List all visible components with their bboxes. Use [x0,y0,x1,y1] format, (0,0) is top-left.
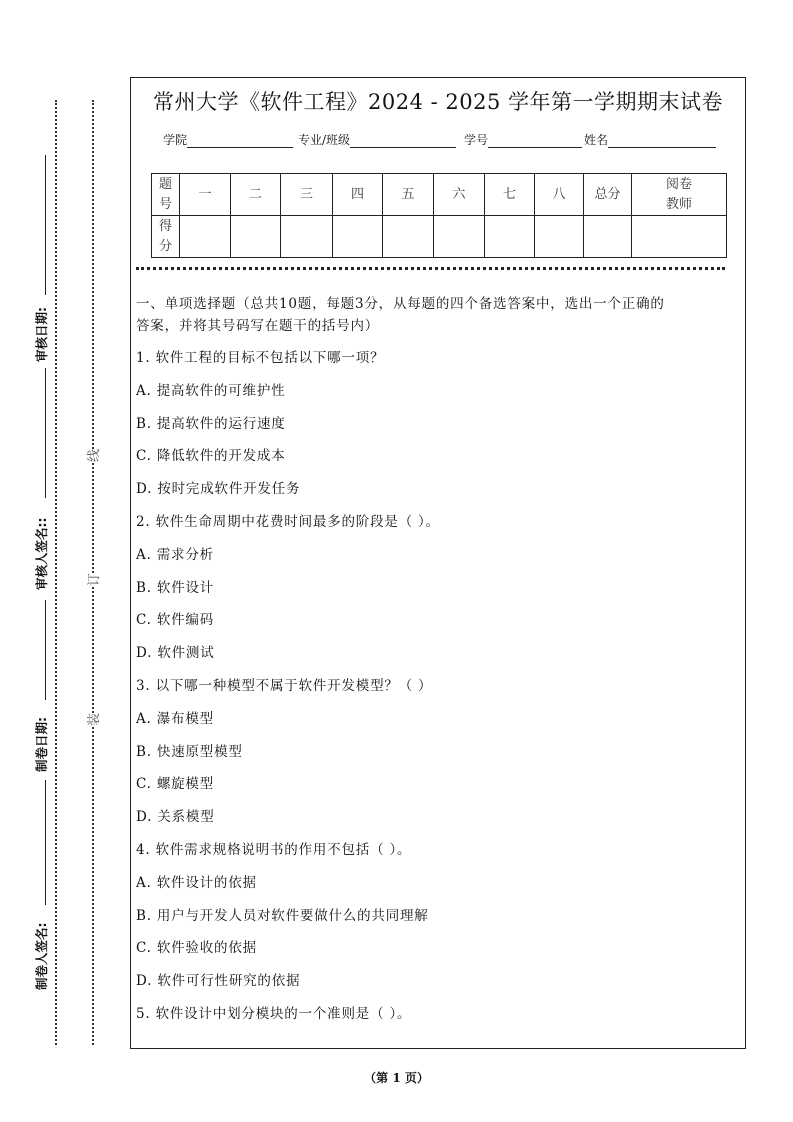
header-cell: 三 [281,174,333,216]
page-number: （第 1 页） [364,1071,429,1085]
question-line: D. 按时完成软件开发任务 [136,481,301,498]
header-cell: 六 [434,174,485,216]
question-line: D. 软件测试 [136,645,215,662]
maker-sign-label: 制卷人签名: [34,922,49,990]
header-cell: 总分 [584,174,632,216]
section-heading: 一、单项选择题（总共10题，每题3分，从每题的四个备选答案中，选出一个正确的 [136,296,665,312]
question-line: 2. 软件生命周期中花费时间最多的阶段是（ ）。 [136,514,440,530]
major-field [298,131,456,148]
header-cell: 一 [180,174,231,216]
name-field [584,131,716,148]
question-line: A. 提高软件的可维护性 [136,382,286,399]
question-line: D. 软件可行性研究的依据 [136,973,301,990]
score-cell [180,216,231,258]
question-line: B. 提高软件的运行速度 [136,415,286,432]
score-cell [485,216,535,258]
question-line: D. 关系模型 [136,809,215,826]
bind-mark-pack: 装 [83,713,102,726]
student-id-field [464,131,582,148]
reviewer-sign-label: 审核人签名:: [34,517,49,590]
header-cell: 二 [231,174,281,216]
header-cell: 四 [333,174,383,216]
question-line: A. 软件设计的依据 [136,874,257,891]
question-line: B. 软件设计 [136,579,215,596]
name-label: 姓名 [584,133,609,147]
question-line: C. 降低软件的开发成本 [136,448,286,465]
student-id-label: 学号 [464,133,489,147]
section-heading: 答案，并将其号码写在题干的括号内） [136,318,380,334]
binding-dotted-line-outer [55,100,57,1045]
score-cell [632,216,727,258]
score-row [152,216,727,258]
question-line: C. 软件验收的依据 [136,940,257,957]
dotted-separator [136,267,725,270]
college-field [163,131,293,148]
make-date-label: 制卷日期: [34,717,49,772]
question-line: B. 用户与开发人员对软件要做什么的共同理解 [136,907,429,924]
header-cell: 八 [535,174,584,216]
review-date-label: 审核日期: [34,307,49,362]
question-line: B. 快速原型模型 [136,743,243,760]
score-cell [383,216,434,258]
maker-sign-line [45,780,46,905]
question-line: 4. 软件需求规格说明书的作用不包括（ ）。 [136,842,412,858]
reviewer-sign-line [45,368,46,498]
score-cell [333,216,383,258]
score-table-header-row [152,174,727,216]
grader-header: 阅卷 教师 [632,174,727,216]
bind-mark-order: 订 [83,573,102,586]
score-table [151,173,727,258]
question-line: A. 需求分析 [136,546,214,563]
header-label: 题 号 [152,174,180,216]
score-cell [434,216,485,258]
score-cell [584,216,632,258]
college-label: 学院 [163,133,188,147]
score-cell [281,216,333,258]
score-cell [231,216,281,258]
score-label: 得 分 [152,216,180,258]
exam-title: 常州大学《软件工程》2024 - 2025 学年第一学期期末试卷 [152,90,723,114]
question-line: C. 螺旋模型 [136,776,215,793]
header-cell: 七 [485,174,535,216]
bind-mark-line: 线 [83,449,102,462]
question-line: 1. 软件工程的目标不包括以下哪一项？ [136,350,385,366]
question-line: 3. 以下哪一种模型不属于软件开发模型？（ ） [136,678,433,694]
question-line: C. 软件编码 [136,612,215,629]
header-cell: 五 [383,174,434,216]
major-label: 专业/班级 [298,133,351,147]
review-date-line [45,155,46,295]
question-line: A. 瀑布模型 [136,710,214,727]
make-date-line [45,600,46,700]
question-line: 5. 软件设计中划分模块的一个准则是（ ）。 [136,1006,412,1022]
score-cell [535,216,584,258]
